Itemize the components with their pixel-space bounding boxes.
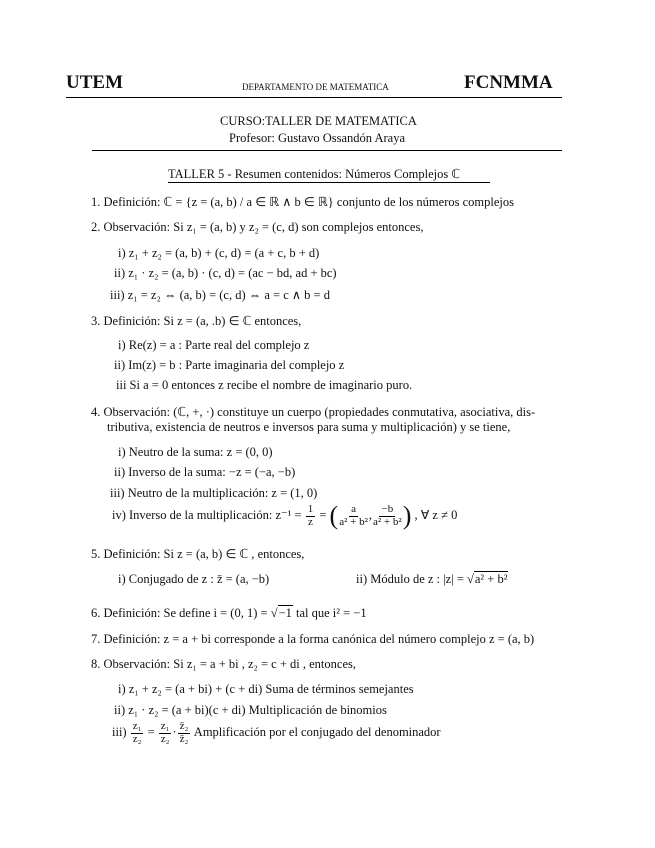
- fraction-denominator: z̄₂: [179, 732, 189, 745]
- item-8-iii: [112, 721, 441, 745]
- fraction-numerator: z̄₂: [179, 720, 189, 732]
- item-4-i: i) Neutro de la suma: z = (0, 0): [118, 445, 273, 459]
- fraction-denominator: a² + b²: [339, 515, 368, 528]
- fraction-denominator: z: [308, 515, 313, 528]
- sqrt-radicand: a² + b²: [474, 572, 508, 586]
- fraction-numerator: z₁: [160, 720, 170, 732]
- item-6-definition: [91, 606, 367, 621]
- item-8-iii-suffix: Amplificación por el conjugado del denominador: [193, 724, 441, 739]
- open-paren: (: [329, 501, 339, 530]
- item-5-definition: 5. Definición: Si z = (a, b) ∈ ℂ , entonces,: [91, 547, 305, 561]
- item-5-ii: [356, 572, 508, 587]
- fraction-denominator: a² + b²: [373, 515, 402, 528]
- item-4-line-1: 4. Observación: (ℂ, +, ·) constituye un cuerpo (propiedades conmutativa, asociativa, dis-: [91, 405, 536, 419]
- item-3-i: i) Re(z) = a : Parte real del complejo z: [118, 338, 310, 352]
- header-department: DEPARTAMENTO DE MATEMATICA: [242, 82, 389, 92]
- item-4-iii: iii) Neutro de la multiplicación: z = (1, 0): [110, 486, 318, 500]
- fraction-one-over-z: [306, 504, 316, 528]
- fraction-numerator: 1: [307, 502, 314, 515]
- fraction-numerator: a: [351, 502, 356, 515]
- item-3-ii: ii) Im(z) = b : Parte imaginaria del complejo z: [114, 358, 345, 372]
- dot-operator: ·: [172, 724, 177, 739]
- sqrt-radicand: −1: [278, 606, 292, 620]
- close-paren: ): [402, 501, 412, 530]
- equals-sign: =: [147, 724, 155, 739]
- fraction-numerator: −b: [381, 502, 394, 515]
- sqrt-symbol: √: [270, 606, 278, 620]
- item-2-i: i) z₁ + z₂ = (a, b) + (c, d) = (a + c, b + d): [118, 246, 320, 260]
- item-5-ii-prefix: ii) Módulo de z : |z| =: [356, 572, 464, 586]
- item-4-iv-suffix: , ∀ z ≠ 0: [414, 507, 458, 522]
- equals-sign: =: [319, 507, 327, 522]
- item-7-definition: 7. Definición: z = a + bi corresponde a la forma canónica del número complejo z = (a, b): [91, 632, 535, 646]
- workshop-title: TALLER 5 - Resumen contenidos: Números Complejos ℂ: [168, 167, 461, 181]
- header-rule: [66, 97, 562, 98]
- item-6-suffix: tal que i² = −1: [296, 606, 367, 620]
- workshop-title-underline: [168, 182, 490, 183]
- item-6-prefix: 6. Definición: Se define i = (0, 1) =: [91, 606, 268, 620]
- item-4-iv-prefix: iv) Inverso de la multiplicación: z⁻¹ =: [112, 507, 302, 522]
- item-8-ii: ii) z₁ · z₂ = (a + bi)(c + di) Multiplicación de binomios: [114, 703, 387, 717]
- item-3-iii: iii Si a = 0 entonces z recibe el nombre de imaginario puro.: [116, 378, 413, 392]
- fraction-minus-b-over-modulus: [373, 504, 402, 528]
- item-3-definition: 3. Definición: Si z = (a, .b) ∈ ℂ entonces,: [91, 314, 302, 328]
- item-2-ii: ii) z₁ · z₂ = (a, b) · (c, d) = (ac − bd, ad + bc): [114, 266, 337, 280]
- item-5-i: i) Conjugado de z : z̄ = (a, −b): [118, 572, 270, 586]
- item-1-definition: 1. Definición: ℂ = {z = (a, b) / a ∈ ℝ ∧ b ∈ ℝ} conjunto de los números complejos: [91, 195, 514, 209]
- item-4-ii: ii) Inverso de la suma: −z = (−a, −b): [114, 465, 296, 479]
- fraction-denominator: z₂: [132, 732, 142, 745]
- item-8-i: i) z₁ + z₂ = (a + bi) + (c + di) Suma de términos semejantes: [118, 682, 414, 696]
- item-4-line-2: tributiva, existencia de neutros e inversos para suma y multiplicación) y se tiene,: [107, 420, 511, 434]
- fraction-a-over-modulus: [339, 504, 368, 528]
- header-left-utem: UTEM: [66, 72, 123, 93]
- item-8-observation: 8. Observación: Si z₁ = a + bi , z₂ = c + di , entonces,: [91, 657, 356, 671]
- course-rule: [92, 150, 562, 151]
- fraction-z1-over-z2-repeat: [159, 721, 172, 745]
- course-title: CURSO:TALLER DE MATEMATICA: [220, 114, 417, 128]
- item-2-observation: 2. Observación: Si z₁ = (a, b) y z₂ = (c, d) son complejos entonces,: [91, 220, 424, 234]
- fraction-denominator: z₂: [160, 732, 170, 745]
- item-4-iv: [112, 503, 457, 529]
- item-2-iii: iii) z₁ = z₂ ⇔ (a, b) = (c, d) ⇔ a = c ∧ b = d: [110, 288, 330, 302]
- sqrt-symbol: √: [467, 572, 474, 586]
- item-8-iii-prefix: iii): [112, 724, 127, 739]
- professor-name: Profesor: Gustavo Ossandón Araya: [229, 131, 406, 145]
- comma: ,: [368, 507, 372, 522]
- fraction-conjugate-over-conjugate: [178, 721, 191, 745]
- header-right-fcnmma: FCNMMA: [464, 72, 553, 93]
- fraction-numerator: z₁: [132, 720, 142, 732]
- fraction-z1-over-z2: [131, 721, 144, 745]
